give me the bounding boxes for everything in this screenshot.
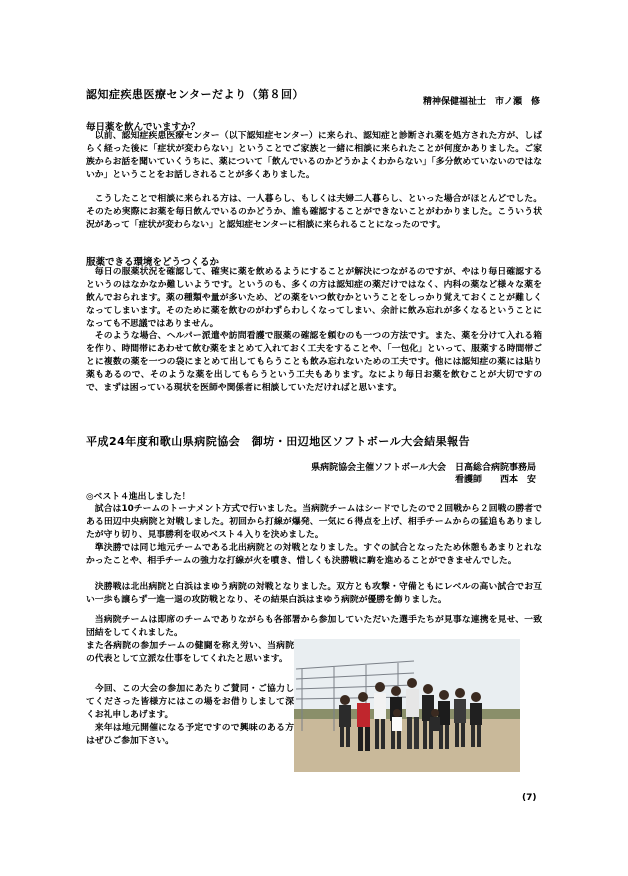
section2-org: 県病院協会主催ソフトボール大会 日高総合病院事務局 — [311, 463, 536, 473]
paragraph: 準決勝では同じ地元チームである北出病院との対戦となりました。すぐの試合となったため休憩もあまりとれなかったことや、相手チームの強力な打線が火を噴き、惜しくも決勝戦に駒を進めることができませんでした。 — [86, 543, 542, 566]
paragraph: こうしたことで相談に来られる方は、一人暮らし、もしくは夫婦二人暮らし、といった場合がほとんどでした。そのため実際にお薬を毎日飲んでいるのかどうか、誰も確認することができないことがわかりました。こういう状況があって「症状が変わらない」と認知症センターに相談に来られることになったのです。 — [86, 194, 542, 230]
paragraph: 決勝戦は北出病院と白浜はまゆう病院の対戦となりました。双方とも攻撃・守備ともにレベルの高い試合でお互い一歩も譲らず一進一退の攻防戦となり、その結果白浜はまゆう病院が優勝を飾りました。 — [86, 582, 542, 605]
subheading-daily-medicine: 毎日薬を飲んでいますか？ — [86, 122, 201, 133]
lead-line: ◎ベスト４進出しました！ — [86, 492, 191, 502]
section1-author: 精神保健福祉士 市ノ瀬 修 — [422, 97, 540, 107]
paragraph: そのような場合、ヘルパー派遣や訪問看護で服薬の確認を頼むのも一つの方法です。また、薬を分けて入れる箱を作り、時間帯にあわせて飲む薬をまとめて入れておく工夫をすることや、「一包化」といって、服薬する時間帯ごとに複数の薬を一つの袋にまとめて出してもらうことも飲み忘れないための工夫です。他には認知症の薬には貼り薬もあるので、そのような薬を出してもらうという工夫もあります。なにより毎日お薬を飲むことが大切ですので、まずは困っている現状を医師や関係者に相談していただければと思います。 — [86, 331, 542, 393]
paragraph: 以前、認知症疾患医療センター（以下認知症センター）に来られ、認知症と診断され薬を処方された方が、しばらく経った後に「症状が変わらない」ということでご家族と一緒に相談に来られたことが何度かありました。ご家族からお話を聞いていくうちに、薬について「飲んでいるのかどうかよくわからない」「多分飲めていないのではないか」ということをお話しされることが多くありました。 — [86, 131, 542, 180]
paragraph: 試合は10チームのトーナメント方式で行いました。当病院チームはシードでしたので２回戦から２回戦の勝者である田辺中央病院と対戦しました。初回から打線が爆発、一気に６得点を上げ、相手チームからの猛追もありましたが守り切り、見事勝利を収めベスト４入りを決めました。 — [86, 504, 542, 540]
paragraph: 毎日の服薬状況を確認して、確実に薬を飲めるようにすることが解決につながるのですが、やはり毎日確認するというのはなかなか難しいようです。というのも、多くの方は認知症の薬だけではなく、内科の薬など様々な薬を飲んでおられます。薬の種類や量が多いため、どの薬をいつ飲むかということをしっかり覚えておくことが難しくなってしまいます。そのために薬を飲むのがわずらわしくなってしまい、余計に飲み忘れが多くなるということになっても不思議ではありません。 — [86, 267, 542, 329]
section1-title: 認知症疾患医療センターだより（第８回） — [86, 88, 305, 101]
section2-title: 平成24年度和歌山県病院協会 御坊・田辺地区ソフトボール大会結果報告 — [86, 435, 471, 448]
page-number: (7) — [522, 793, 537, 803]
paragraph: 来年は地元開催になる予定ですので興味のある方はぜひご参加下さい。 — [86, 723, 294, 746]
subheading-environment: 服薬できる環境をどうつくるか — [86, 257, 220, 268]
paragraph: 当病院チームは即席のチームでありながらも各部署から参加していただいた選手たちが見事な連携を見せ、一致団結をしてくれました。 — [86, 615, 542, 638]
team-photo — [294, 639, 520, 772]
section2-author: 看護師 西本 安 — [454, 475, 536, 485]
paragraph: 今回、この大会の参加にあたりご賛同・ご協力してくださった皆様方にはこの場をお借りしまして深くお礼申しあげます。 — [86, 684, 294, 720]
paragraph: また各病院の参加チームの健闘を称え労い、当病院の代表として立派な仕事をしてくれたと思います。 — [86, 641, 294, 664]
